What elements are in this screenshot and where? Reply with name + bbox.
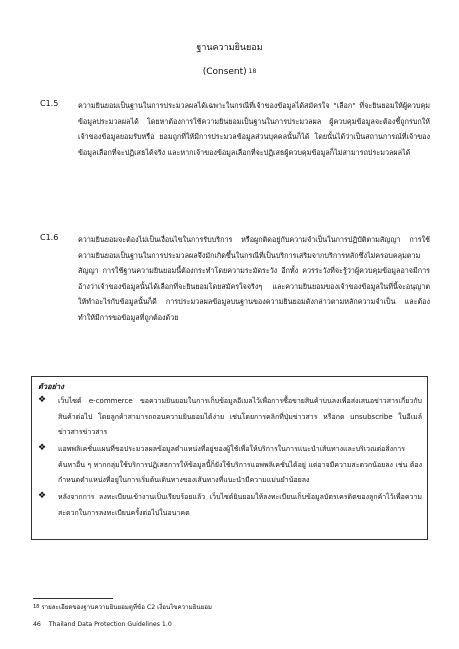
section-title-english-text: (Consent): [202, 67, 247, 77]
diamond-bullet-icon: ❖: [38, 443, 47, 453]
example-item-text: หลังจากการ ลงทะเบียนเข้างานเป็นเรียบร้อยแล้ว เว็บไซต์ยินยอมให้ลงทะเบียนเก็บข้อมูลบัตรเครดิตของลูกค้าไว้เพื่อความสะดวกในการลงทะเบียนครั้งต่อไปในอนาคต: [58, 493, 422, 517]
example-heading: ตัวอย่าง: [38, 382, 64, 391]
title-footnote-reference: 18: [248, 68, 257, 75]
diamond-bullet-icon: ❖: [38, 491, 47, 501]
diamond-bullet-icon: ❖: [38, 395, 47, 405]
document-title: Thailand Data Protection Guidelines 1.0: [48, 621, 172, 628]
example-item-text: แอพพลิเคชั่นแผนที่ขอประมวลผลข้อมูลตำแหน่งที่อยู่ของผู้ใช้เพื่อให้บริการในการแนะนำเส้นทางและบริเวณต่อสิ่งการค้นหาอื่น ๆ หากกลุ่มใช้บริการปฏิเสธการให้ข้อมูลนี้ก็ยังใช้บริการแอพพลิเคชั่นได้อยู่ แต่อาจมีความสะดวกน้อยลง เช่น ต้องกำหนดตำแหน่งที่อยู่ในการเริ่มต้นเดินทางของเส้นทางที่แนะนำมีความแม่นยำน้อยลง: [58, 445, 422, 484]
clause-c1-6: [40, 232, 430, 362]
footnote-divider: [33, 598, 113, 599]
page-number: 46: [33, 621, 41, 628]
clause-number: C1.6: [40, 233, 59, 242]
example-box: [31, 376, 428, 540]
clause-number: C1.5: [40, 99, 59, 108]
footnote-number: 18: [33, 604, 40, 610]
section-title-thai: ฐานความยินยอม: [196, 43, 263, 53]
clause-text: ความยินยอมจะต้องไม่เป็นเงื่อนไขในการรับบริการ หรือผูกติดอยู่กับความจำเป็นในการปฏิบัติตามสัญญา การใช้ความยินยอมเป็นฐานในการประมวลผลจึงมักเกิดขึ้นในกรณีที่เป็นบริการเสริมจากบริการหลักซึ่งไม่ครอบคลุมตามสัญญา การใช้ฐานความยินยอมนี้ต้องกระทำโดยความระมัดระวัง อีกทั้ง ควรระวังที่จะรู้ว่าผู้ควบคุมข้อมูลอาจมีการอ้างว่าเจ้าของข้อมูลนั้นได้เลือกที่จะยินยอมโดยสมัครใจจริงๆ และความยินยอมของเจ้าของข้อมูลในที่นี้จะอนุญาตให้ทำอะไรกับข้อมูลนั้นก็ดี การประมวลผลข้อมูลบนฐานของความยินยอมดังกล่าวตามหลักความจำเป็น และต้องทำให้มีการขอข้อมูลที่ถูกต้องด้วย: [78, 235, 430, 322]
page-footer: [33, 620, 433, 629]
section-title-english: [0, 66, 459, 78]
clause-c1-5: [40, 98, 430, 208]
clause-text: ความยินยอมเป็นฐานในการประมวลผลได้เฉพาะในกรณีที่เจ้าของข้อมูลได้สมัครใจ "เลือก" ที่จะยินยอมให้ผู้ควบคุมข้อมูลประมวลผลได้ โดยหาต้องการใช้ความยินยอมเป็นฐานในการประมวลผล ผู้ควบคุมข้อมูลจะต้องชี้ถูกรบกให้เจ้าของข้อมูลยอมรับหรือ ยอมถูกที่ให้มีการประมวลข้อมูลส่วนบุคคลนั้นก็ได้ โดยนั้นได้ว่าเป็นสถานการณ์ที่เจ้าของข้อมูลเลือกที่จะปฏิเสธได้จริง และหากเจ้าของข้อมูลเลือกที่จะปฏิเสธผู้ควบคุมข้อมูลก็ไม่สามารถประมวลผลได้: [78, 101, 430, 157]
example-item-text: เว็บไซต์ e-commerce ขอความยินยอมในการเก็บข้อมูลอีเมลไว้เพื่อการซื้อขายสินค้าบนลงเพื่อส่งเสนอข่าวสารเกี่ยวกับสินค้าต่อไป โดยลูกค้าสามารถถอนความยินยอมได้ง่าย เช่นโดยการคลิกที่ปุ่มข่าวสาร หรือกด unsubscribe ในอีเมล์ข่าวสารข่าวสาร: [58, 397, 422, 436]
footnote-text: รายละเอียดของฐานความยินยอมดูที่ข้อ C2 เงื่อนไขความยินยอม: [41, 604, 212, 611]
footnote: [33, 603, 433, 612]
